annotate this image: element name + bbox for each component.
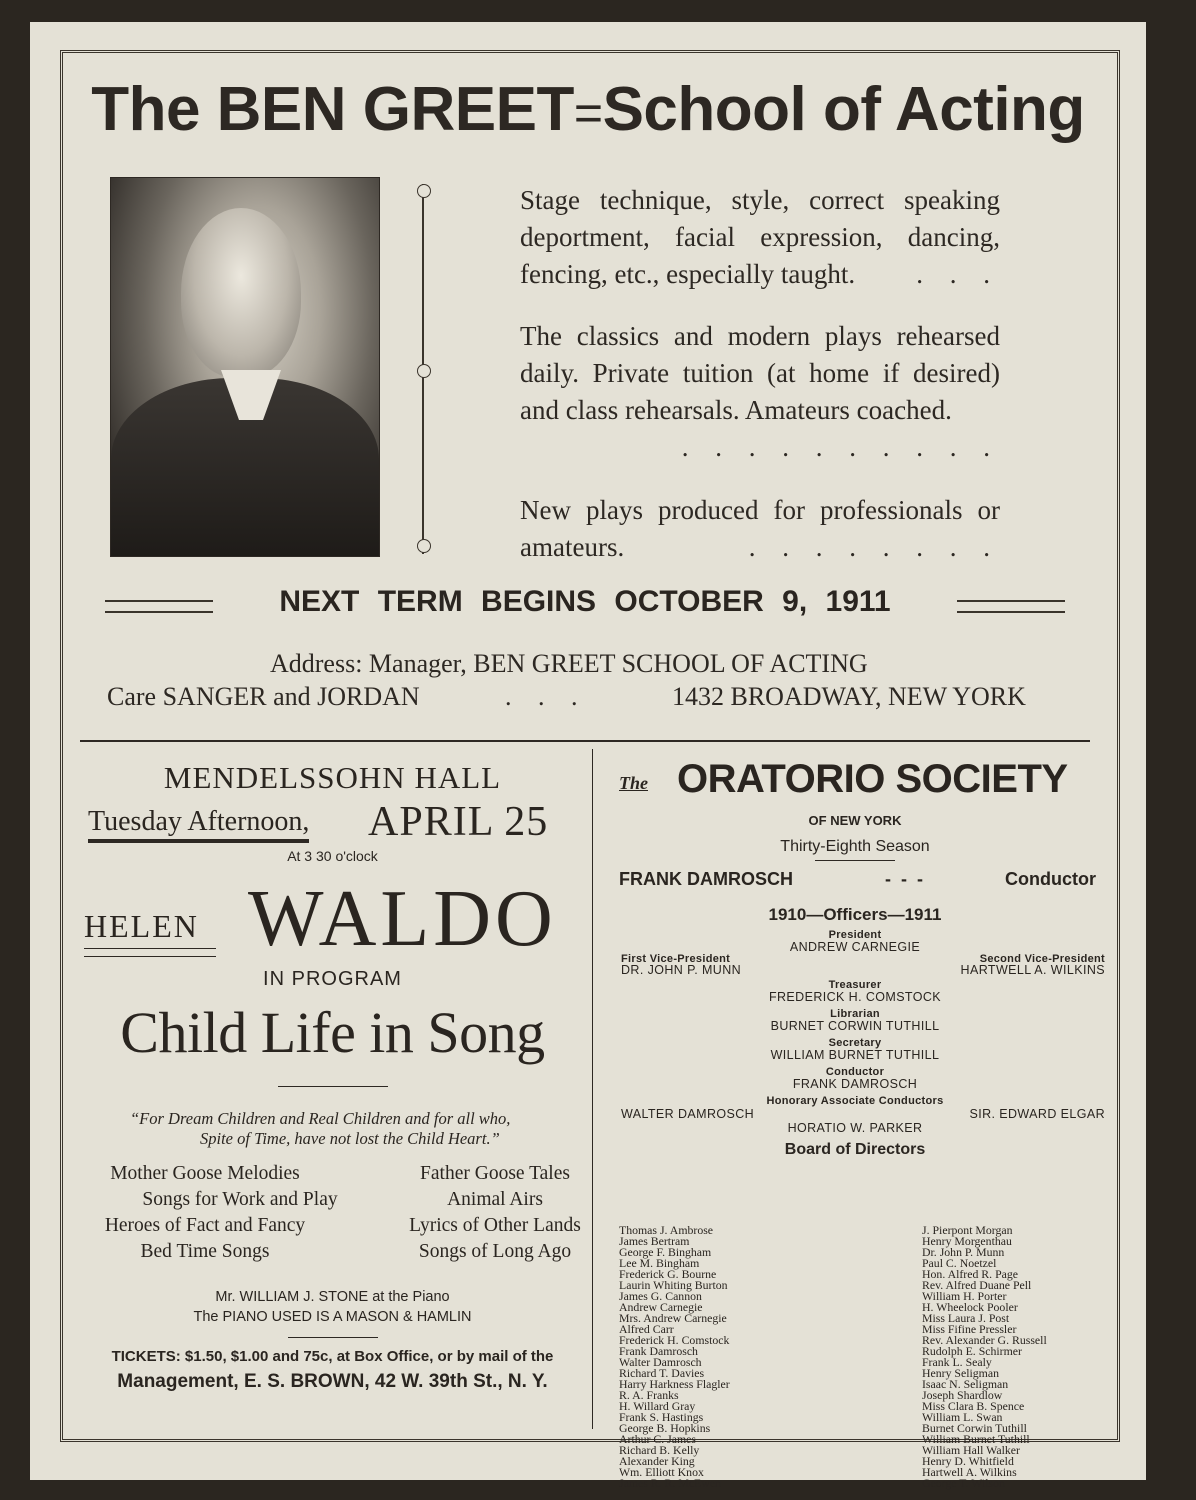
- officer-name: WILLIAM BURNET TUTHILL: [770, 1048, 940, 1062]
- song-item: Heroes of Fact and Fancy: [104, 1215, 306, 1236]
- heading-part-a: The BEN GREET: [91, 75, 574, 144]
- tickets: TICKETS: $1.50, $1.00 and 75c, at Box Office, or by mail of the: [111, 1348, 554, 1365]
- officer-name: FRANK DAMROSCH: [792, 1077, 918, 1091]
- concert-date: APRIL 25: [368, 799, 549, 845]
- section-divider: [80, 740, 1090, 742]
- para-classics: The classics and modern plays rehearsed daily. Private tuition (at home if desired) and class rehearsals. Amateurs coached. . . . . . . . . . .: [520, 321, 1000, 462]
- ben-greet-portrait: [110, 177, 380, 557]
- officers-list: [605, 927, 1105, 1157]
- officer-title: First Vice-President: [621, 953, 731, 965]
- conductor-dashes: - - -: [885, 869, 923, 889]
- officer-name: FREDERICK H. COMSTOCK: [768, 990, 942, 1004]
- heading-part-b: School of Acting: [602, 75, 1085, 144]
- address-dots: . . .: [505, 682, 588, 711]
- song-item: Bed Time Songs: [140, 1241, 270, 1262]
- day: Tuesday Afternoon,: [88, 806, 309, 843]
- last-name: WALDO: [248, 875, 557, 963]
- ornamental-divider: [422, 184, 424, 554]
- program-page: [30, 22, 1146, 1490]
- piano-maker: The PIANO USED IS A MASON & HAMLIN: [193, 1309, 472, 1325]
- management: Management, E. S. BROWN, 42 W. 39th St., N. Y.: [117, 1371, 548, 1392]
- venue: MENDELSSOHN HALL: [163, 760, 502, 795]
- concert-time: At 3 30 o'clock: [287, 848, 378, 864]
- heading-separator: =: [573, 85, 603, 141]
- address-care: Care SANGER and JORDAN: [107, 682, 420, 711]
- season: Thirty-Eighth Season: [780, 838, 930, 855]
- song-item: Animal Airs: [447, 1189, 543, 1210]
- song-item: Lyrics of Other Lands: [409, 1215, 581, 1236]
- song-list: [80, 1163, 585, 1273]
- society-title: ORATORIO SOCIETY: [677, 757, 1068, 801]
- song-item: Songs for Work and Play: [142, 1189, 338, 1210]
- address-line: Address: Manager, BEN GREET SCHOOL OF ACTING: [270, 649, 868, 678]
- officer-title: Secretary: [828, 1037, 882, 1049]
- oratorio-society-ad: [605, 757, 1105, 1490]
- column-divider: [592, 749, 593, 1429]
- officer-name: BURNET CORWIN TUTHILL: [770, 1019, 940, 1033]
- song-item: Songs of Long Ago: [418, 1241, 572, 1262]
- in-program: IN PROGRAM: [263, 968, 402, 990]
- program-title: Child Life in Song: [120, 1000, 545, 1065]
- conductor-label: Conductor: [1005, 869, 1096, 889]
- ben-greet-heading: [30, 74, 1146, 145]
- song-item: Mother Goose Melodies: [110, 1163, 300, 1184]
- helen-waldo-ad: [80, 752, 585, 1393]
- officer-name: SIR. EDWARD ELGAR: [969, 1107, 1105, 1121]
- quote-line-2: Spite of Time, have not lost the Child Heart.”: [200, 1129, 500, 1148]
- officer-title: President: [828, 929, 882, 941]
- board-list-left: Thomas J. Ambrose James Bertram George F. Bingham Lee M. Bingham Frederick G. Bourne Laurin Whiting Burton James G. Cannon Andrew Carnegie Mrs. Andrew Carnegie Alfred Carr Frederick H. Comstock Frank Damrosch Walter Damrosch Richard T. Davies Harry Harkness Flagler R. A. Franks H. Willard Gray Frank S. Hastings George B. Hopkins Arthur C. James Richard B. Kelly Alexander King Wm. Elliott Knox James R. R. McEwen: [619, 1223, 730, 1490]
- quote-line-1: “For Dream Children and Real Children and for all who,: [130, 1109, 511, 1128]
- song-item: Father Goose Tales: [420, 1163, 570, 1184]
- officer-title: Librarian: [830, 1008, 880, 1020]
- para-technique: Stage technique, style, correct speaking deportment, facial expression, dancing, fencing, etc., especially taught. . . .: [520, 185, 1000, 289]
- officer-name: HARTWELL A. WILKINS: [960, 963, 1105, 977]
- officer-title: Treasurer: [828, 979, 882, 991]
- conductor-name: FRANK DAMROSCH: [619, 869, 793, 889]
- officer-title: Honorary Associate Conductors: [766, 1095, 944, 1107]
- the-label: The: [619, 773, 648, 793]
- board-list-right: J. Pierpont Morgan Henry Morgenthau Dr. John P. Munn Paul C. Noetzel Hon. Alfred R. Page Rev. Alfred Duane Pell William H. Porter H. Wheelock Pooler Miss Laura J. Post Miss Fifine Pressler Rev. Alexander G. Russell Rudolph E. Schirmer Frank L. Sealy Henry Seligman Isaac N. Seligman Joseph Shardlow Miss Clara B. Spence William L. Swan Burnet Corwin Tuthill William Burnet Tuthill William Hall Walker Henry D. Whitfield Hartwell A. Wilkins George T. Wilson: [922, 1223, 1047, 1490]
- board-heading: Board of Directors: [784, 1141, 926, 1158]
- officer-name: HORATIO W. PARKER: [787, 1121, 923, 1135]
- officer-name: ANDREW CARNEGIE: [789, 940, 921, 954]
- address-street: 1432 BROADWAY, NEW YORK: [672, 682, 1026, 711]
- pianist: Mr. WILLIAM J. STONE at the Piano: [215, 1289, 450, 1305]
- society-subtitle: OF NEW YORK: [808, 813, 902, 828]
- officer-title: Second Vice-President: [979, 953, 1105, 965]
- first-name: HELEN: [84, 908, 199, 944]
- para-new-plays: New plays produced for professionals or amateurs. . . . . . . . .: [520, 495, 1000, 562]
- officer-name: DR. JOHN P. MUNN: [621, 963, 742, 977]
- officers-heading: 1910—Officers—1911: [768, 905, 942, 924]
- officer-title: Conductor: [825, 1066, 885, 1078]
- next-term-banner: NEXT TERM BEGINS OCTOBER 9, 1911: [90, 585, 1080, 625]
- officer-name: WALTER DAMROSCH: [621, 1107, 755, 1121]
